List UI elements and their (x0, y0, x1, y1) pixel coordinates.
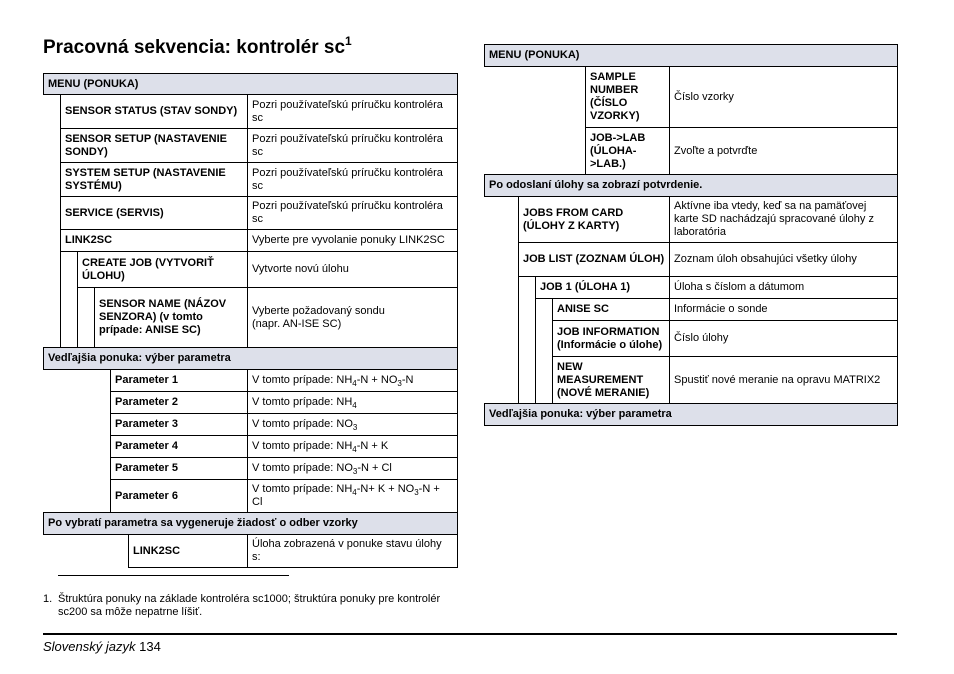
menu-item-desc: Číslo úlohy (670, 321, 898, 357)
parameter-label: Parameter 3 (111, 414, 248, 436)
menu-item-desc: Zoznam úloh obsahujúci všetky úlohy (670, 243, 898, 277)
footnote (43, 593, 453, 619)
menu-item-label: NEW MEASUREMENT (NOVÉ MERANIE) (553, 357, 670, 404)
menu-item-label: JOB 1 (ÚLOHA 1) (536, 277, 670, 299)
menu-item-label: JOBS FROM CARD (ÚLOHY Z KARTY) (519, 197, 670, 243)
parameter-label: Parameter 4 (111, 436, 248, 458)
menu-item-desc: Pozri používateľskú príručku kontroléra sc (248, 163, 458, 197)
menu-item-label: SYSTEM SETUP (NASTAVENIE SYSTÉMU) (61, 163, 248, 197)
menu-item-desc: Číslo vzorky (670, 67, 898, 128)
menu-item-label: SENSOR NAME (NÁZOV SENZORA) (v tomto prípade: ANISE SC) (95, 288, 248, 348)
menu-item-desc: Aktívne iba vtedy, keď sa na pamäťovej karte SD nachádzajú spracované úlohy z laboratória (670, 197, 898, 243)
menu-item-desc: Vyberte pre vyvolanie ponuky LINK2SC (248, 230, 458, 252)
menu-item-desc: Zvoľte a potvrďte (670, 128, 898, 175)
menu-item-desc: Pozri používateľskú príručku kontroléra sc (248, 129, 458, 163)
menu-item-label: ANISE SC (553, 299, 670, 321)
menu-header: MENU (PONUKA) (44, 74, 458, 95)
menu-item-label: SERVICE (SERVIS) (61, 197, 248, 230)
confirmation-header: Po odoslaní úlohy sa zobrazí potvrdenie. (485, 175, 898, 197)
footnote-mark: 1 (345, 34, 352, 48)
menu-item-desc: Pozri používateľskú príručku kontroléra sc (248, 95, 458, 129)
link2sc-desc: Úloha zobrazená v ponuke stavu úlohy s: (248, 535, 458, 568)
parameter-desc: V tomto prípade: $NH_4$ (248, 392, 458, 414)
menu-item-desc: Pozri používateľskú príručku kontroléra sc (248, 197, 458, 230)
footnote-text: Štruktúra ponuky na základe kontroléra sc1000; štruktúra ponuky pre kontrolér sc200 sa môže nepatrne líšiť. (58, 593, 441, 618)
footer-language: Slovenský jazyk (43, 639, 136, 654)
parameter-label: Parameter 1 (111, 370, 248, 392)
request-header: Po vybratí parametra sa vygeneruje žiadosť o odber vzorky (44, 513, 458, 535)
menu-item-desc: Vyberte požadovaný sondu (napr. AN-ISE SC) (248, 288, 458, 348)
right-menu-table (484, 44, 898, 426)
menu-item-desc: Úloha s číslom a dátumom (670, 277, 898, 299)
page-number: 134 (139, 639, 161, 654)
parameter-desc: V tomto prípade: $NO_3-N + Cl$ (248, 458, 458, 480)
menu-item-label: JOB INFORMATION (Informácie o úlohe) (553, 321, 670, 357)
submenu-header: Vedľajšia ponuka: výber parametra (485, 404, 898, 426)
menu-item-desc: Informácie o sonde (670, 299, 898, 321)
menu-item-label: SENSOR STATUS (STAV SONDY) (61, 95, 248, 129)
parameter-label: Parameter 6 (111, 480, 248, 513)
menu-item-label: JOB LIST (ZOZNAM ÚLOH) (519, 243, 670, 277)
parameter-desc: V tomto prípade: $NO_3$ (248, 414, 458, 436)
footer-divider (43, 633, 897, 635)
page-title: Pracovná sekvencia: kontrolér $sc^1$ (43, 34, 352, 58)
parameter-desc: V tomto prípade: $NH_4-N + NO_3-N$ (248, 370, 458, 392)
menu-item-label: JOB->LAB (ÚLOHA->LAB.) (586, 128, 670, 175)
menu-item-label: SAMPLE NUMBER (ČÍSLO VZORKY) (586, 67, 670, 128)
footnote-divider (58, 575, 289, 576)
submenu-header: Vedľajšia ponuka: výber parametra (44, 348, 458, 370)
menu-item-desc: Spustiť nové meranie na opravu MATRIX2 (670, 357, 898, 404)
footnote-number: 1. (43, 593, 53, 605)
menu-item-label: SENSOR SETUP (NASTAVENIE SONDY) (61, 129, 248, 163)
menu-item-label: CREATE JOB (VYTVORIŤ ÚLOHU) (78, 252, 248, 288)
parameter-desc: V tomto prípade: $NH_4-N+ K + NO_3-N + Cl$ (248, 480, 458, 513)
left-menu-table (43, 73, 458, 568)
menu-header: MENU (PONUKA) (485, 45, 898, 67)
menu-item-label: LINK2SC (61, 230, 248, 252)
menu-item-desc: Vytvorte novú úlohu (248, 252, 458, 288)
parameter-label: Parameter 5 (111, 458, 248, 480)
parameter-desc: V tomto prípade: $NH_4-N + K$ (248, 436, 458, 458)
link2sc-label: LINK2SC (129, 535, 248, 568)
parameter-label: Parameter 2 (111, 392, 248, 414)
page-footer (43, 639, 161, 654)
